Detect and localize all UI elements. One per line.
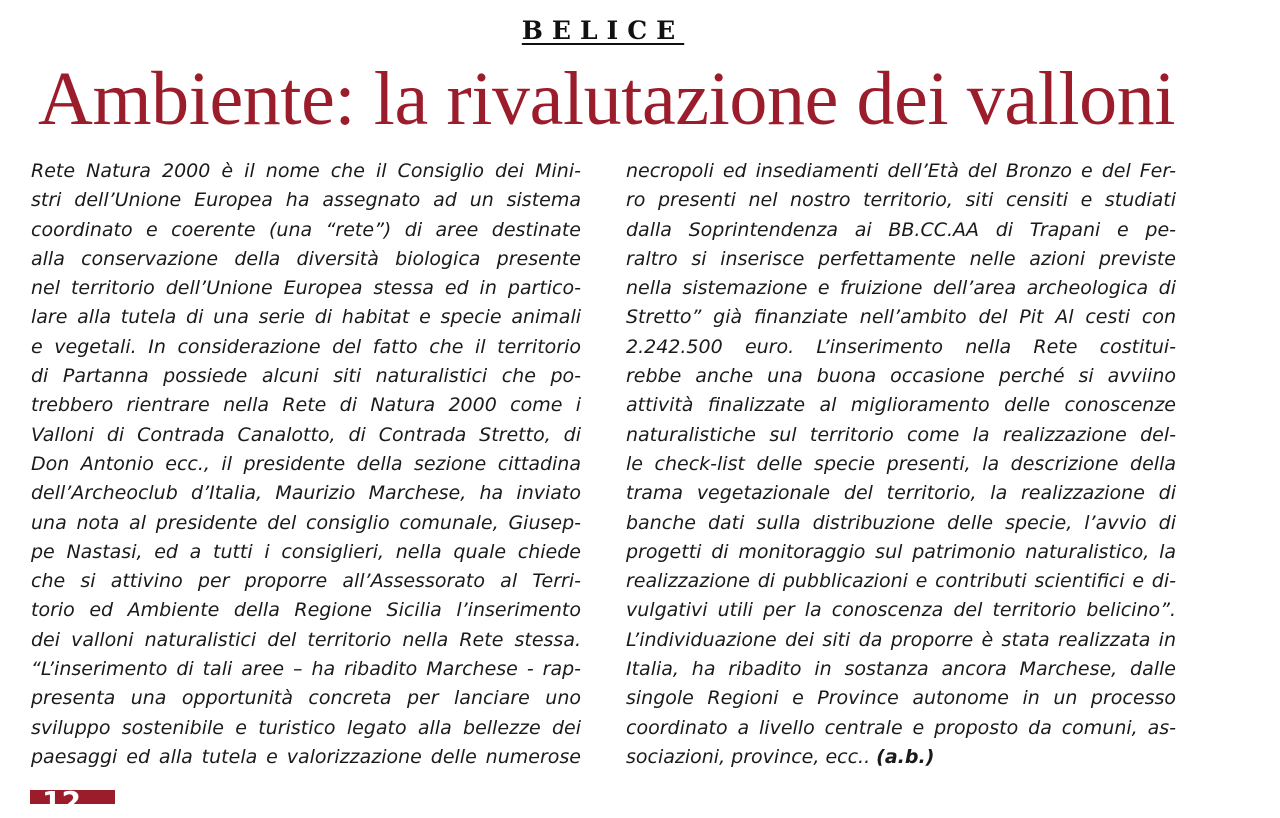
section-label: BELICE — [521, 16, 685, 45]
text-line: attività finalizzate al miglioramento delle conoscenze — [626, 394, 1176, 417]
text-line: “L’inserimento di tali aree – ha ribadito Marchese - rap- — [31, 658, 581, 681]
text-line: e vegetali. In considerazione del fatto che il territorio — [31, 335, 581, 358]
text-line: dalla Soprintendenza ai BB.CC.AA di Trapani e pe- — [626, 218, 1176, 241]
text-line: una nota al presidente del consiglio comunale, Giusep- — [31, 511, 581, 534]
text-line: trama vegetazionale del territorio, la realizzazione di — [626, 482, 1176, 505]
article-column-left — [31, 157, 581, 772]
text-line: dei valloni naturalistici del territorio nella Rete stessa. — [31, 628, 581, 651]
text-line: alla conservazione della diversità biologica presente — [31, 247, 581, 270]
page-number: 12 — [42, 785, 81, 818]
text-line: ro presenti nel nostro territorio, siti censiti e studiati — [626, 189, 1176, 212]
text-line: realizzazione di pubblicazioni e contributi scientifici e di- — [626, 570, 1176, 593]
text-line: singole Regioni e Province autonome in un processo — [626, 687, 1176, 710]
text-line: L’individuazione dei siti da proporre è stata realizzata in — [626, 628, 1176, 651]
text-line: Don Antonio ecc., il presidente della sezione cittadina — [31, 452, 581, 475]
text-line: nel territorio dell’Unione Europea stessa ed in partico- — [31, 277, 581, 300]
article-column-right — [626, 157, 1176, 772]
author-signature: (a.b.) — [876, 745, 935, 768]
text-line: Stretto” già finanziate nell’ambito del Pit Al cesti con — [626, 306, 1176, 329]
text-line: di Partanna possiede alcuni siti naturalistici che po- — [31, 365, 581, 388]
page-number-tab — [30, 785, 115, 818]
final-text-line — [626, 743, 1176, 772]
text-line: trebbero rientrare nella Rete di Natura 2000 come i — [31, 394, 581, 417]
text-line: lare alla tutela di una serie di habitat e specie animali — [31, 306, 581, 329]
text-line: sviluppo sostenibile e turistico legato alla bellezze dei — [31, 716, 581, 739]
text-line: le check-list delle specie presenti, la descrizione della — [626, 452, 1176, 475]
text-line: Rete Natura 2000 è il nome che il Consiglio dei Mini- — [31, 160, 581, 182]
text-line: torio ed Ambiente della Regione Sicilia l’inserimento — [31, 599, 581, 622]
text-line: nella sistemazione e fruizione dell’area archeologica di — [626, 277, 1176, 300]
text-line: banche dati sulla distribuzione delle specie, l’avvio di — [626, 511, 1176, 534]
text-line: Valloni di Contrada Canalotto, di Contrada Stretto, di — [31, 423, 581, 446]
text-line: naturalistiche sul territorio come la realizzazione del- — [626, 423, 1176, 446]
text-line: rebbe anche una buona occasione perché si avviino — [626, 365, 1176, 388]
text-line: progetti di monitoraggio sul patrimonio naturalistico, la — [626, 540, 1176, 563]
text-line: dell’Archeoclub d’Italia, Maurizio Marchese, ha inviato — [31, 482, 581, 505]
article-headline: Ambiente: la rivalutazione dei valloni — [37, 57, 1176, 141]
text-line: necropoli ed insediamenti dell’Età del Bronzo e del Fer- — [626, 160, 1176, 182]
text-line: raltro si inserisce perfettamente nelle azioni previste — [626, 247, 1176, 270]
text-line: coordinato e coerente (una “rete”) di aree destinate — [31, 218, 581, 241]
final-line-text: sociazioni, province, ecc.. — [626, 745, 871, 768]
text-line: vulgativi utili per la conoscenza del territorio belicino”. — [626, 599, 1176, 622]
text-line: pe Nastasi, ed a tutti i consiglieri, nella quale chiede — [31, 540, 581, 563]
text-line: coordinato a livello centrale e proposto da comuni, as- — [626, 716, 1176, 739]
text-line: Italia, ha ribadito in sostanza ancora Marchese, dalle — [626, 658, 1176, 681]
text-line: presenta una opportunità concreta per lanciare uno — [31, 687, 581, 710]
text-line: stri dell’Unione Europea ha assegnato ad un sistema — [31, 189, 581, 212]
text-line: che si attivino per proporre all’Assessorato al Terri- — [31, 570, 581, 593]
text-line: 2.242.500 euro. L’inserimento nella Rete costitui- — [626, 335, 1176, 358]
text-line: paesaggi ed alla tutela e valorizzazione delle numerose — [31, 745, 581, 768]
